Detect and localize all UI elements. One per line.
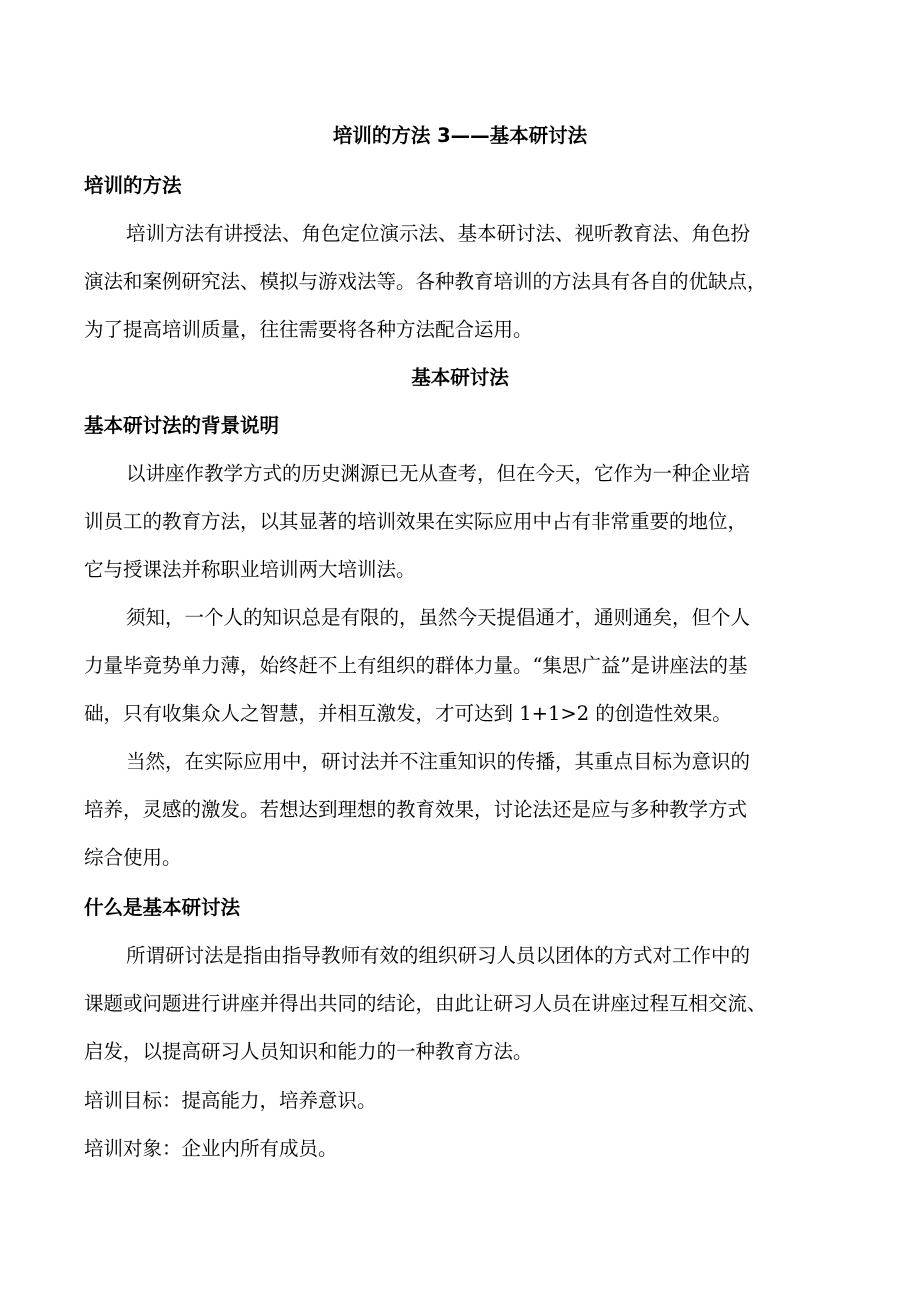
paragraph-line: 培训方法有讲授法、角色定位演示法、基本研讨法、视听教育法、角色扮 [126,222,751,245]
paragraph-line: 为了提高培训质量，往往需要将各种方法配合运用。 [84,318,533,341]
paragraph-line: 础，只有收集众人之智慧，并相互激发，才可达到 1+1>2 的创造性效果。 [84,702,732,725]
training-audience: 培训对象：企业内所有成员。 [84,1137,338,1160]
center-heading: 基本研讨法 [411,366,509,389]
section-heading-what-is: 什么是基本研讨法 [84,896,241,919]
paragraph-line: 它与授课法并称职业培训两大培训法。 [84,558,416,581]
paragraph-line: 训员工的教育方法，以其显著的培训效果在实际应用中占有非常重要的地位， [84,510,748,533]
paragraph-line: 培养，灵感的激发。若想达到理想的教育效果，讨论法还是应与多种教学方式 [84,798,748,821]
paragraph-line: 所谓研讨法是指由指导教师有效的组织研习人员以团体的方式对工作中的 [126,944,751,967]
paragraph-line: 力量毕竟势单力薄，始终赶不上有组织的群体力量。“集思广益”是讲座法的基 [84,654,748,677]
paragraph-line: 课题或问题进行讲座并得出共同的结论，由此让研习人员在讲座过程互相交流、 [84,992,767,1015]
section-heading-training-methods: 培训的方法 [84,174,182,197]
paragraph-line: 以讲座作教学方式的历史渊源已无从查考，但在今天，它作为一种企业培 [126,462,751,485]
paragraph-line: 综合使用。 [84,846,182,869]
paragraph-line: 演法和案例研究法、模拟与游戏法等。各种教育培训的方法具有各自的优缺点， [84,270,767,293]
paragraph-line: 当然，在实际应用中，研讨法并不注重知识的传播，其重点目标为意识的 [126,750,751,773]
paragraph-line: 启发，以提高研习人员知识和能力的一种教育方法。 [84,1040,533,1063]
document-title: 培训的方法 3——基本研讨法 [332,124,588,147]
paragraph-line: 须知，一个人的知识总是有限的，虽然今天提倡通才，通则通矣，但个人 [126,606,751,629]
training-goal: 培训目标：提高能力，培养意识。 [84,1089,377,1112]
section-heading-background: 基本研讨法的背景说明 [84,414,280,437]
